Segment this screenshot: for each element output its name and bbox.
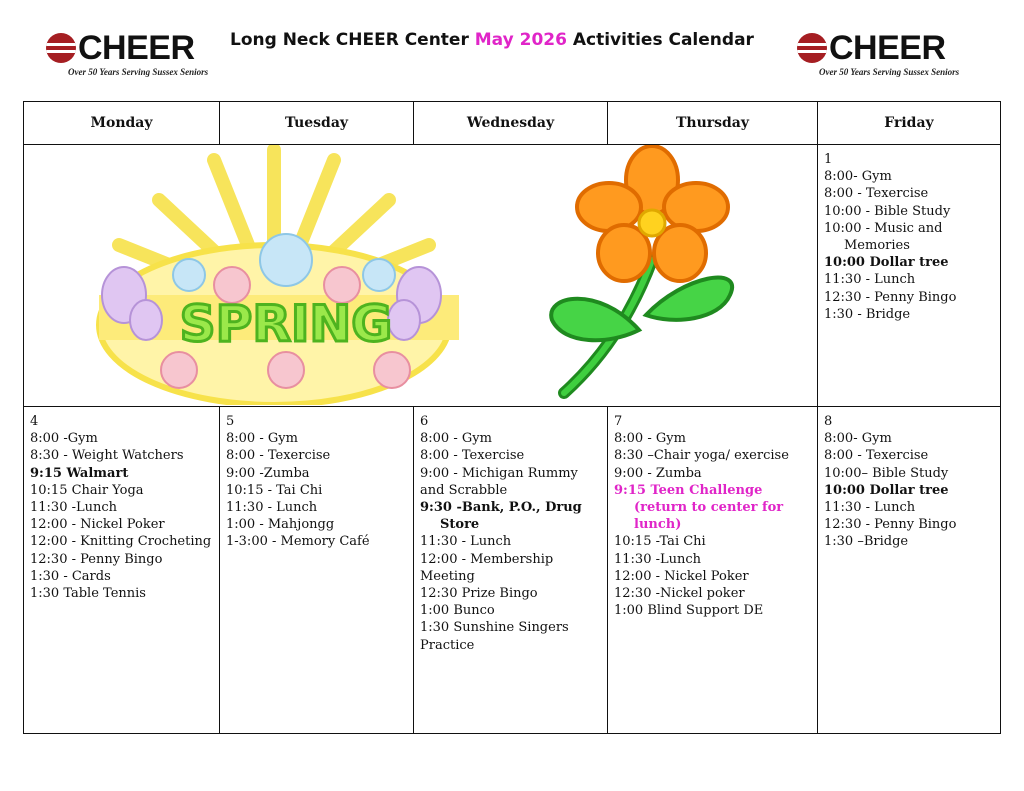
day-number: 4 <box>30 414 39 429</box>
event-item: 10:15 - Tai Chi <box>226 482 323 498</box>
event-item: 1:00 Bunco <box>420 603 495 619</box>
event-item: 11:30 -Lunch <box>30 500 118 516</box>
event-item: 9:00 - Michigan Rummy and Scrabble <box>420 465 578 498</box>
day-number: 6 <box>420 414 429 429</box>
day-header-thursday: Thursday <box>608 102 818 145</box>
event-item: 12:30 - Penny Bingo <box>824 517 957 533</box>
day-header-monday: Monday <box>24 102 220 145</box>
event-item: 11:30 -Lunch <box>614 551 702 567</box>
event-item: 11:30 - Lunch <box>226 500 318 516</box>
event-item: 12:00 - Nickel Poker <box>30 517 165 533</box>
event-item: 8:00 - Texercise <box>226 448 331 464</box>
event-item: 8:00- Gym <box>824 431 892 447</box>
event-item: 12:30 Prize Bingo <box>420 586 538 602</box>
event-item: 12:30 -Nickel poker <box>614 586 745 602</box>
event-item: 11:30 - Lunch <box>824 272 916 288</box>
day-cell-may-8 <box>818 407 1001 734</box>
event-item: 8:00 - Texercise <box>824 448 929 464</box>
day-number: 5 <box>226 414 235 429</box>
event-item: 1:00 - Mahjongg <box>226 517 335 533</box>
event-item: 12:30 - Penny Bingo <box>824 289 957 305</box>
cheer-logo-left <box>46 29 226 77</box>
spring-banner-text: SPRING <box>179 295 393 353</box>
day-cell-may-6 <box>414 407 608 734</box>
day-cell-may-5 <box>220 407 414 734</box>
event-item: 1:00 Blind Support DE <box>614 603 764 619</box>
event-item: 12:00 - Membership Meeting <box>420 551 554 584</box>
orange-flower-icon <box>551 146 732 393</box>
event-item: 8:00 - Gym <box>614 431 686 447</box>
day-header-friday: Friday <box>818 102 1001 145</box>
event-item: 1:30 Table Tennis <box>30 586 146 602</box>
event-item: 8:00 -Gym <box>30 431 98 447</box>
event-item: 1:30 –Bridge <box>824 534 909 550</box>
event-item: 12:30 - Penny Bingo <box>30 551 163 567</box>
event-item: 9:15 Walmart <box>30 465 129 481</box>
page-title <box>230 30 754 50</box>
event-item: 8:30 –Chair yoga/ exercise <box>614 448 789 464</box>
event-item: 1-3:00 - Memory Café <box>226 534 370 550</box>
title-pre: Long Neck CHEER Center <box>230 30 475 50</box>
day-cell-may-1 <box>818 145 1001 407</box>
week-row-2 <box>24 407 1001 734</box>
event-item: 12:00 - Knitting Crocheting <box>30 534 212 550</box>
calendar-table <box>23 101 1001 734</box>
logo-word: CHEER <box>829 29 946 67</box>
event-item: 10:15 -Tai Chi <box>614 534 706 550</box>
event-item: 8:00 - Gym <box>226 431 298 447</box>
logo-tagline: Over 50 Years Serving Sussex Seniors <box>819 67 960 77</box>
event-item: 11:30 - Lunch <box>420 534 512 550</box>
event-item: 10:00 Dollar tree <box>824 255 949 271</box>
event-item: 11:30 - Lunch <box>824 500 916 516</box>
weekday-header-row <box>24 102 1001 145</box>
title-post: Activities Calendar <box>566 30 754 50</box>
day-cell-may-4 <box>24 407 220 734</box>
event-item: 10:00 - Music and Memories <box>824 220 943 254</box>
event-item: 10:15 Chair Yoga <box>30 482 144 498</box>
event-item: 1:30 - Bridge <box>824 306 911 322</box>
title-month: May 2026 <box>474 30 567 50</box>
spring-sun-illustration <box>24 145 816 405</box>
spring-art-cell <box>24 145 818 407</box>
week-row-1 <box>24 145 1001 407</box>
cheer-ball-icon <box>46 33 76 63</box>
cheer-logo-right <box>797 29 977 77</box>
event-item: 10:00 - Bible Study <box>824 203 951 219</box>
day-cell-may-7 <box>608 407 818 734</box>
event-item: 8:00 - Texercise <box>824 186 929 202</box>
event-item: 9:00 - Zumba <box>614 465 702 481</box>
day-number: 1 <box>824 152 833 167</box>
event-item: 12:00 - Nickel Poker <box>614 568 749 584</box>
event-item: 10:00 Dollar tree <box>824 482 949 498</box>
day-header-wednesday: Wednesday <box>414 102 608 145</box>
event-item: 9:30 -Bank, P.O., Drug Store <box>420 500 582 533</box>
event-item: 8:00 - Gym <box>420 431 492 447</box>
cheer-ball-icon <box>797 33 827 63</box>
event-item: 1:30 Sunshine Singers Practice <box>420 620 569 653</box>
day-header-tuesday: Tuesday <box>220 102 414 145</box>
event-item: 8:00- Gym <box>824 169 892 185</box>
event-item: 1:30 - Cards <box>30 568 111 584</box>
event-item: 9:00 -Zumba <box>226 465 310 481</box>
logo-tagline: Over 50 Years Serving Sussex Seniors <box>68 67 209 77</box>
event-item: 8:30 - Weight Watchers <box>30 448 184 464</box>
logo-word: CHEER <box>78 29 195 67</box>
day-number: 8 <box>824 414 833 429</box>
day-number: 7 <box>614 414 623 429</box>
event-item: 9:15 Teen Challenge (return to center for lunch) <box>614 482 784 533</box>
event-item: 8:00 - Texercise <box>420 448 525 464</box>
event-item: 10:00– Bible Study <box>824 465 949 481</box>
